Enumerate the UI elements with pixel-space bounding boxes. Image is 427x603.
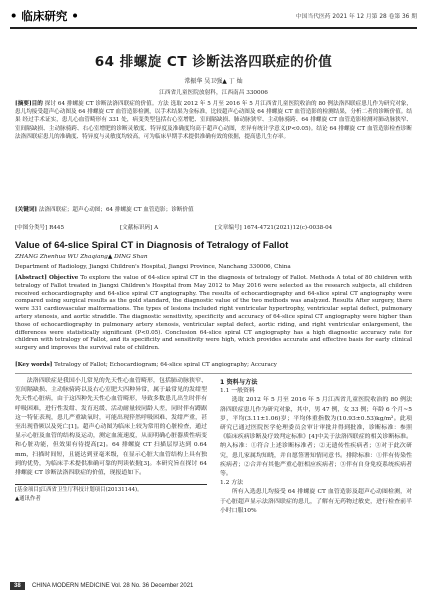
header-rule <box>10 27 417 29</box>
subsection-heading-method: 1.2 方法 <box>220 480 244 487</box>
section-heading-methods: 1 资料与方法 <box>220 379 258 386</box>
institution-cn: 江西省儿童医院放射科，江西南昌 330006 <box>159 90 268 96</box>
abstract-cn-label: [摘要]目的 <box>15 101 43 107</box>
method-paragraph: 所有入选患儿均接受 64 排螺旋 CT 血管造影及超声心动图检测，对于心脏超声显示法洛四联症的患儿，了解有无药物过敏史，进行检查前半小时口服10% <box>220 489 412 514</box>
authors-cn: 常振华 吴卫强▲ 丁 灿 <box>184 78 243 85</box>
document-code: [文献标识码] A <box>120 225 159 231</box>
abstract-en-label: [Abstract] Objective <box>15 275 79 281</box>
fund-note: [基金项目]江西省卫生厅科技计划项目(20131144)。 <box>15 484 207 495</box>
abstract-en-text: To explore the value of 64-slice spiral CT in the diagnosis of tetralogy of Fallot. Methods A total of 80 children with tetralogy of Fallot treated in Jiangxi Children's Hospital from May 2012 to May 2016 were selected as the research subjects, all children received echocardiography and 64-slice spiral CT angiography. The results of echocardiography and 64-slice spiral CT angiography were compared using surgical results as the gold standard, the diagnostic value of the two methods was analyzed. Results After surgery, there were 331 cardiovascular malformations. The types of lesions included right ventricular hypertrophy, ventricular septal defect, pulmonary artery stenosis, and aortic straddle. The diagnostic sensitivity, specificity and accuracy of 64-slice spiral CT angiography were higher than those of echocardiography in pulmonary artery stenosis, ventricular septal defect, aortic riding, and right ventricular enlargement, the differences were statistically significant (P<0.05). Conclusion 64-slice spiral CT angiography has a high diagnostic accuracy rate for children with tetralogy of Fallot, and its specificity and sensitivity were high, which provides accurate and effective basis for early clinical surgery and improves the survival rate of children. <box>15 275 413 352</box>
abstract-cn <box>15 100 412 141</box>
general-info-paragraph: 选取 2012 年 5 月至 2016 年 5 月江西省儿童医院收治的 80 例法洛四联症患儿作为研究对象，其中，男 47 例，女 33 例；年龄 6 个月~5 岁，平均(3.11±1.06)岁；平均体重指数为(10.93±0.53)kg/m²。此项研究已通过医院医学伦理委员会审计审批并得到批准，诊断标准：参照《临床疾病诊断及疗效判定标准》[4]中关于法洛四联症的相关诊断标准。纳入标准：①符合上述诊断标准者；②无遗传性疾病者；③对于此次研究，患儿家属均知晓，并自愿签署知情同意书。排除标准：①伴有传染性疾病者；②合并有其他严重心脏相应疾病者；③伴有自身免疫系统疾病者等。 <box>220 397 412 478</box>
keywords-en <box>15 361 412 369</box>
article-title-cn: 64 排螺旋 CT 诊断法洛四联症的价值 <box>94 54 333 70</box>
body-right-column <box>220 377 412 516</box>
subsection-heading-general: 1.1 一般资料 <box>220 388 255 395</box>
abstract-en <box>15 275 412 353</box>
section-label: • 临床研究 • <box>10 9 79 23</box>
page-footer <box>10 582 417 594</box>
page-header <box>0 0 427 40</box>
article-number: [文章编号] 1674-4721(2021)12(c)-0038-04 <box>215 225 333 231</box>
page-number: 38 <box>10 582 25 590</box>
journal-info: 中国当代医药 2021 年 12 月第 28 卷第 36 期 <box>295 14 417 20</box>
body-left-column <box>15 377 207 504</box>
keywords-cn-text: 法洛四联症；超声心动图；64 排螺旋 CT 血管造影；诊断价值 <box>38 207 194 213</box>
institution-en: Department of Radiology, Jiangxi Children's Hospital, Jiangxi Province, Nanchang 330006, China <box>15 264 291 270</box>
abstract-divider <box>15 373 412 374</box>
keywords-cn-label: [关键词] <box>15 207 38 213</box>
authors-en: ZHANG Zhenhua WU Zhaqiang▲ DING Shan <box>15 254 148 260</box>
abstract-cn-text: 探讨 64 排螺旋 CT 诊断法洛四联症的价值。方法 选取 2012 年 5 月至 2016 年 5 月江西省儿童医院收治的 80 例法洛四联症患儿作为研究对象，患儿均接受超声心动图及 64 排螺旋 CT 血管造影检测，以手术结果为金标准，比较超声心动图及 64 排螺旋 CT 血管造影的检测结果，分析二者的诊断价值。结果 经过手术证实，患儿心血管畸形有 331 处，病变类型包括右心室增肥、室间隔缺损、肺动脉狭窄、主动脉骑跨、64 排螺旋 CT 血管造影检测对肺动脉狭窄、室间隔缺损、主动脉骑跨、右心室增肥的诊断灵敏度、特异度及准确度均高于超声心动图，差异有统计学意义(P<0.05)。结论 64 排螺旋 CT 血管造影检查诊断法洛四联症患儿的准确度、特异度与灵敏度均较高，可为临床早期手术提供准确有效的依据，提高患儿生存率。 <box>15 101 412 140</box>
intro-paragraph: 法洛四联症是我国小儿常见的先天性心血管畸形，包括肺动脉狭窄、室间隔缺损、主动脉骑跨以及右心室肥大四种异常，属于最常见的发绀型先天性心脏病，由于这四种先天性心血管畸形，导致多数患儿出生时伴有呼吸困难，进行性发绀、发育迟缓、活动耐量较同龄人差，同时伴有蹲踞这一特征表现，患儿严重缺氧时，可能出现猝然呼吸困难、发绀严重，甚至出现昏厥以及死亡[1]。超声心动图为临床上较为常用的心脏检查，通过显示心脏及血管的结构及运动，测定血流速度，从而明确心脏器质性病变和心脏功能，但效果有待提高[2]。64 排螺旋 CT 扫描层厚达到 0.64 mm，扫描时间短，且能达到亚毫米级，在显示心脏大血管结构上具有独到的优势，为临床手术提供准确可靠的判读依据[3]。本研究旨在探讨 64 排螺旋 CT 诊断法洛四联症的价值，现报道如下。 <box>15 378 207 477</box>
corresponding-note: ▲通讯作者 <box>15 495 41 502</box>
keywords-en-text: Tetralogy of Fallot; Echocardiogram; 64-slice spiral CT angiography; Accuracy <box>54 362 277 368</box>
keywords-cn <box>15 206 412 214</box>
footer-journal: CHINA MODERN MEDICINE Vol. 28 No. 36 December 2021 <box>32 583 194 589</box>
classification-number: [中图分类号] R445 <box>15 225 65 231</box>
keywords-en-label: [Key words] <box>15 362 53 368</box>
article-title-en: Value of 64-slice Spiral CT in Diagnosis of Tetralogy of Fallot <box>15 240 289 251</box>
